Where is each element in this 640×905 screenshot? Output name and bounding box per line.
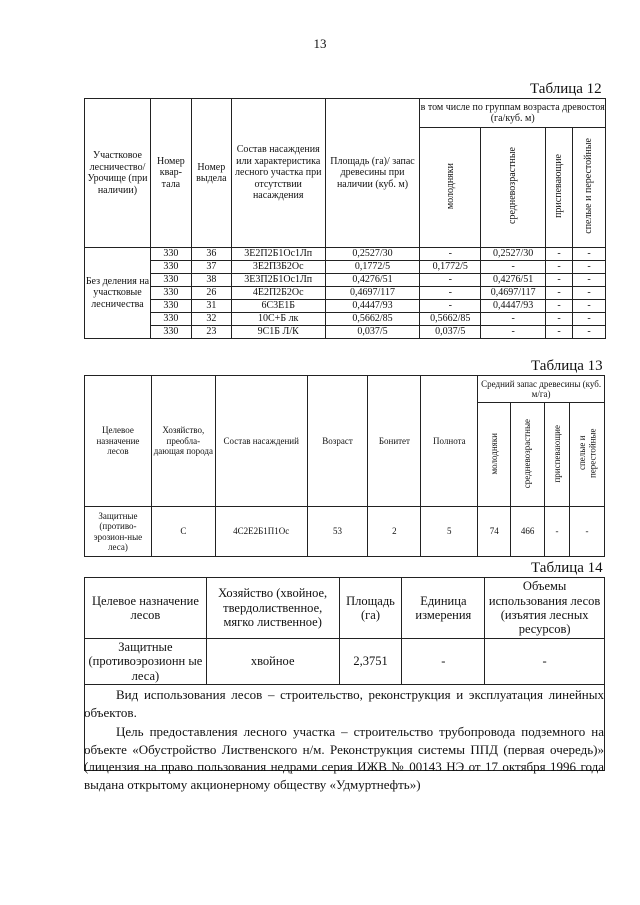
table-cell: 10С+Б лк: [231, 313, 325, 326]
table-cell: 330: [150, 313, 191, 326]
table-cell: Защитные (противо-эрозион-ные леса): [85, 507, 152, 557]
table-cell: 5: [421, 507, 478, 557]
table-cell: 3Е3П2Б1Ос1Лп: [231, 274, 325, 287]
table13: [84, 375, 605, 557]
table-cell: -: [573, 300, 606, 313]
table-cell: 0,2527/30: [325, 248, 420, 261]
table-cell: Защитные (противоэрозионн ые леса): [85, 639, 207, 685]
table-cell: 32: [191, 313, 231, 326]
table-cell: -: [546, 274, 573, 287]
t13-header-stock: Средний запас древесины (куб. м/га): [478, 376, 605, 403]
table-cell: -: [573, 313, 606, 326]
t13-header-purpose: Целевое назначение лесов: [85, 376, 152, 507]
table-cell: 0,4697/117: [481, 287, 546, 300]
table-cell: -: [573, 248, 606, 261]
table-cell: С: [151, 507, 215, 557]
table-cell: 330: [150, 326, 191, 339]
table-cell: 0,1772/5: [325, 261, 420, 274]
table-row: [85, 313, 606, 326]
table-cell: -: [481, 326, 546, 339]
table-cell: 4С2Е2Б1П1Ос: [215, 507, 307, 557]
table-cell: 2,3751: [339, 639, 402, 685]
table-cell: 0,4276/51: [325, 274, 420, 287]
table-cell: 3Е2П3Б2Ос: [231, 261, 325, 274]
table-cell: 26: [191, 287, 231, 300]
table-cell: -: [420, 287, 481, 300]
t13-header-bonitet: Бонитет: [368, 376, 421, 507]
table14-caption: Таблица 14: [531, 560, 603, 576]
table-cell: 4Е2П2Б2Ос: [231, 287, 325, 300]
table-cell: 0,4447/93: [325, 300, 420, 313]
t13-header-mature: спелые и перестойные: [569, 403, 604, 507]
t13-header-ripening: приспевающие: [545, 403, 570, 507]
table-cell: 0,4697/117: [325, 287, 420, 300]
t12-header-mature: спелые и перестойные: [573, 128, 606, 248]
t13-header-composition: Состав насаждений: [215, 376, 307, 507]
table-cell: 466: [511, 507, 545, 557]
table-cell: 0,4447/93: [481, 300, 546, 313]
table-cell: -: [573, 274, 606, 287]
t12-header-composition: Состав насаждения или характеристика лесного участка при отсутствии насаждения: [231, 99, 325, 248]
table-cell: 6С3Е1Б: [231, 300, 325, 313]
table-cell: -: [485, 639, 605, 685]
table-cell: 2: [368, 507, 421, 557]
table13-caption: Таблица 13: [531, 358, 603, 374]
table-cell: -: [481, 261, 546, 274]
table-row: [85, 326, 606, 339]
table-row: [85, 287, 606, 300]
table-cell: -: [420, 248, 481, 261]
t12-forestry-value: Без деления на участковые лесничества: [85, 248, 151, 339]
table-cell: 23: [191, 326, 231, 339]
t14-header-unit: Единица измерения: [402, 578, 485, 639]
table-cell: 53: [307, 507, 368, 557]
table-cell: 0,5662/85: [325, 313, 420, 326]
t12-header-forestry: Участковое лесничество/ Урочище (при наличии): [85, 99, 151, 248]
table-cell: хвойное: [206, 639, 339, 685]
table-row: [85, 507, 605, 557]
table-cell: 0,037/5: [325, 326, 420, 339]
t13-header-farm: Хозяйство, преобла-дающая порода: [151, 376, 215, 507]
table-cell: 9С1Б Л/К: [231, 326, 325, 339]
table-cell: 0,4276/51: [481, 274, 546, 287]
table-cell: 0,037/5: [420, 326, 481, 339]
t13-header-middle: средневозрастные: [511, 403, 545, 507]
usage-paragraph: Вид использования лесов – строительство, реконструкция и эксплуатация линейных объектов.: [84, 687, 604, 720]
t14-header-purpose: Целевое назначение лесов: [85, 578, 207, 639]
t14-header-farm: Хозяйство (хвойное, твердолиственное, мягко лиственное): [206, 578, 339, 639]
table-cell: -: [573, 287, 606, 300]
purpose-paragraph: Цель предоставления лесного участка – строительство трубопровода подземного на объекте «Обустройство Лиственского н/м. Реконструкция системы ППД (первая очередь)» (лицензия на право пользования недрами серия ИЖВ № 00143 НЭ от 17 октября 1996 года выдана открытому акционерному обществу «Удмуртнефть»): [84, 724, 604, 792]
table-cell: 3Е2П2Б1Ос1Лп: [231, 248, 325, 261]
table-cell: 0,2527/30: [481, 248, 546, 261]
table-cell: 330: [150, 300, 191, 313]
table-cell: -: [420, 274, 481, 287]
t12-header-plot: Номер выдела: [191, 99, 231, 248]
table-cell: 31: [191, 300, 231, 313]
table-cell: 74: [478, 507, 511, 557]
table-cell: 0,1772/5: [420, 261, 481, 274]
t14-header-area: Площадь (га): [339, 578, 402, 639]
t12-header-area: Площадь (га)/ запас древесины при наличии (куб. м): [325, 99, 420, 248]
table-cell: -: [546, 313, 573, 326]
table-cell: 36: [191, 248, 231, 261]
t13-header-density: Полнота: [421, 376, 478, 507]
table-cell: -: [420, 300, 481, 313]
t14-header-volume: Объемы использования лесов (изъятия лесных ресурсов): [485, 578, 605, 639]
table-cell: -: [481, 313, 546, 326]
table-cell: -: [546, 326, 573, 339]
table-row: [85, 248, 606, 261]
table-cell: 330: [150, 274, 191, 287]
t12-header-middle: средневозрастные: [481, 128, 546, 248]
t12-header-quarter: Номер квар-тала: [150, 99, 191, 248]
table-cell: -: [569, 507, 604, 557]
table-cell: -: [573, 261, 606, 274]
table-cell: -: [573, 326, 606, 339]
t13-header-age: Возраст: [307, 376, 368, 507]
table12: [84, 98, 606, 339]
table-cell: 38: [191, 274, 231, 287]
table-cell: -: [546, 287, 573, 300]
table-cell: 330: [150, 261, 191, 274]
table-row: [85, 274, 606, 287]
t12-header-ripening: приспевающие: [546, 128, 573, 248]
table-cell: 330: [150, 248, 191, 261]
table-row: [85, 639, 605, 685]
t12-header-age-groups: в том числе по группам возраста древостоя (га/куб. м): [420, 99, 606, 128]
table-cell: -: [402, 639, 485, 685]
t13-header-young: молодняки: [478, 403, 511, 507]
table-cell: -: [546, 300, 573, 313]
page-number: 13: [313, 36, 327, 51]
t12-header-young: молодняки: [420, 128, 481, 248]
table-cell: -: [545, 507, 570, 557]
table-cell: -: [546, 261, 573, 274]
table-cell: -: [546, 248, 573, 261]
table-row: [85, 300, 606, 313]
description-text: [84, 686, 604, 793]
table12-caption: Таблица 12: [530, 81, 602, 97]
table-cell: 37: [191, 261, 231, 274]
table-cell: 330: [150, 287, 191, 300]
table-row: [85, 261, 606, 274]
table-cell: 0,5662/85: [420, 313, 481, 326]
